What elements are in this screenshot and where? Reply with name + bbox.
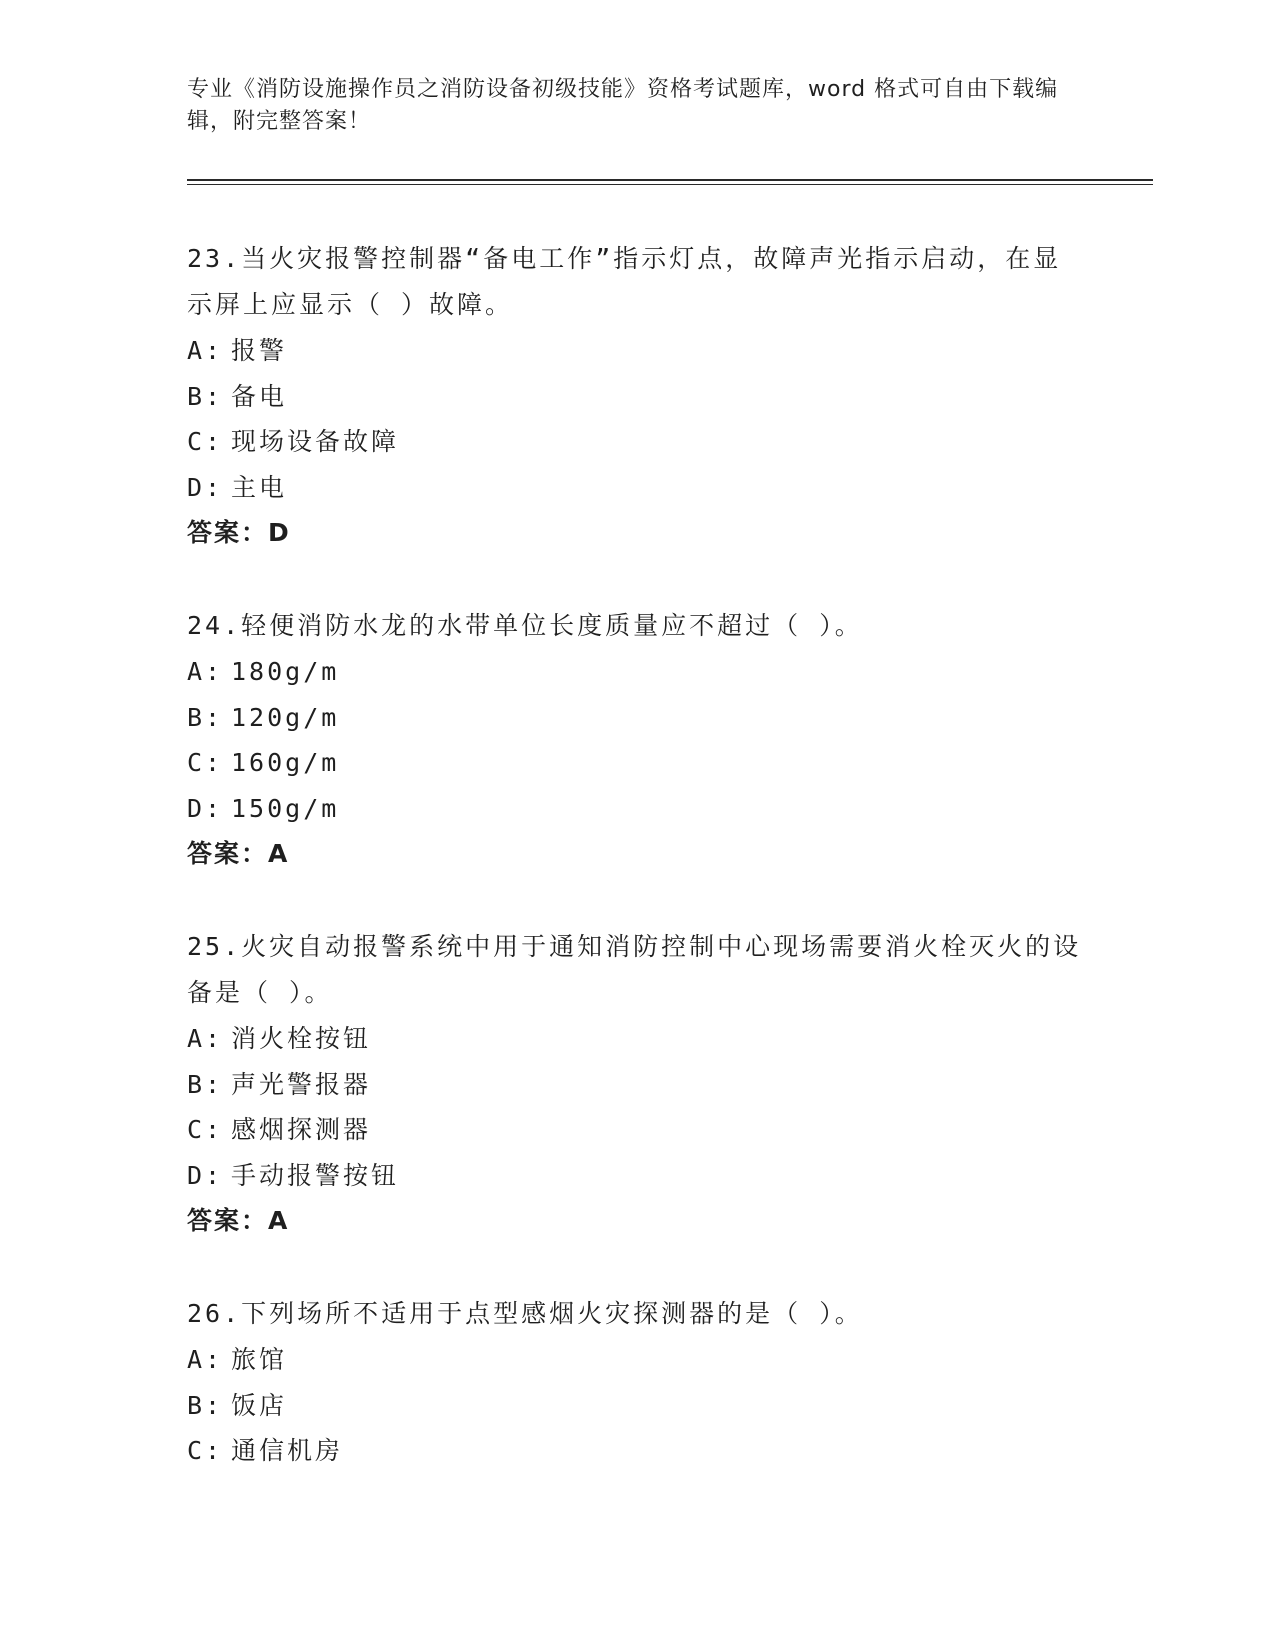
question-stem: 25.火灾自动报警系统中用于通知消防控制中心现场需要消火栓灭火的设备是（ ）。 <box>187 932 1082 1007</box>
option-text: 现场设备故障 <box>231 427 400 456</box>
question-stem: 24.轻便消防水龙的水带单位长度质量应不超过（ ）。 <box>187 611 863 640</box>
option-a <box>187 1337 1087 1383</box>
question-stem: 26.下列场所不适用于点型感烟火灾探测器的是（ ）。 <box>187 1299 863 1328</box>
option-b <box>187 1062 1087 1108</box>
document-header: 专业《消防设施操作员之消防设备初级技能》资格考试题库，word 格式可自由下载编辑，附完整答案！ <box>187 77 1059 134</box>
header-divider-top <box>187 179 1153 181</box>
option-d <box>187 465 1087 511</box>
question-item <box>187 924 1087 1244</box>
option-letter: A: <box>187 1345 224 1374</box>
option-text: 手动报警按钮 <box>231 1160 400 1190</box>
option-b <box>187 1383 1087 1429</box>
option-a <box>187 328 1087 374</box>
option-text: 120g/m <box>231 702 340 732</box>
option-text: 通信机房 <box>231 1436 344 1465</box>
option-text: 180g/m <box>231 657 340 686</box>
option-text: 160g/m <box>231 748 340 777</box>
option-text: 报警 <box>231 336 288 365</box>
option-letter: B: <box>187 381 224 411</box>
option-letter: B: <box>187 1390 224 1420</box>
option-letter: C: <box>187 1115 224 1144</box>
answer-line: 答案：A <box>187 1206 290 1235</box>
option-text: 感烟探测器 <box>231 1115 372 1144</box>
option-d <box>187 1153 1087 1199</box>
option-c <box>187 1428 1087 1474</box>
option-c <box>187 740 1087 786</box>
option-letter: A: <box>187 657 224 686</box>
option-letter: D: <box>187 793 224 823</box>
question-item <box>187 603 1087 877</box>
question-item <box>187 236 1087 556</box>
option-letter: B: <box>187 702 224 732</box>
option-letter: C: <box>187 748 224 777</box>
option-letter: D: <box>187 1160 224 1190</box>
header-divider-bottom <box>187 184 1153 185</box>
question-item <box>187 1291 1087 1474</box>
option-text: 声光警报器 <box>231 1069 372 1099</box>
option-letter: D: <box>187 472 224 502</box>
option-text: 备电 <box>231 381 288 411</box>
option-b <box>187 374 1087 420</box>
answer-line: 答案：A <box>187 839 290 868</box>
option-text: 饭店 <box>231 1390 288 1420</box>
option-letter: A: <box>187 336 224 365</box>
option-a <box>187 649 1087 695</box>
question-list <box>187 236 1087 1521</box>
question-stem: 23.当火灾报警控制器“备电工作”指示灯点，故障声光指示启动，在显示屏上应显示（ ）故障。 <box>187 244 1062 319</box>
option-d <box>187 786 1087 832</box>
option-b <box>187 695 1087 741</box>
option-letter: A: <box>187 1024 224 1053</box>
option-letter: C: <box>187 1436 224 1465</box>
option-letter: B: <box>187 1069 224 1099</box>
answer-line: 答案：D <box>187 518 291 547</box>
option-c <box>187 419 1087 465</box>
option-a <box>187 1016 1087 1062</box>
option-text: 旅馆 <box>231 1345 288 1374</box>
option-text: 主电 <box>231 472 288 502</box>
option-text: 150g/m <box>231 793 340 823</box>
option-c <box>187 1107 1087 1153</box>
option-letter: C: <box>187 427 224 456</box>
option-text: 消火栓按钮 <box>231 1024 372 1053</box>
